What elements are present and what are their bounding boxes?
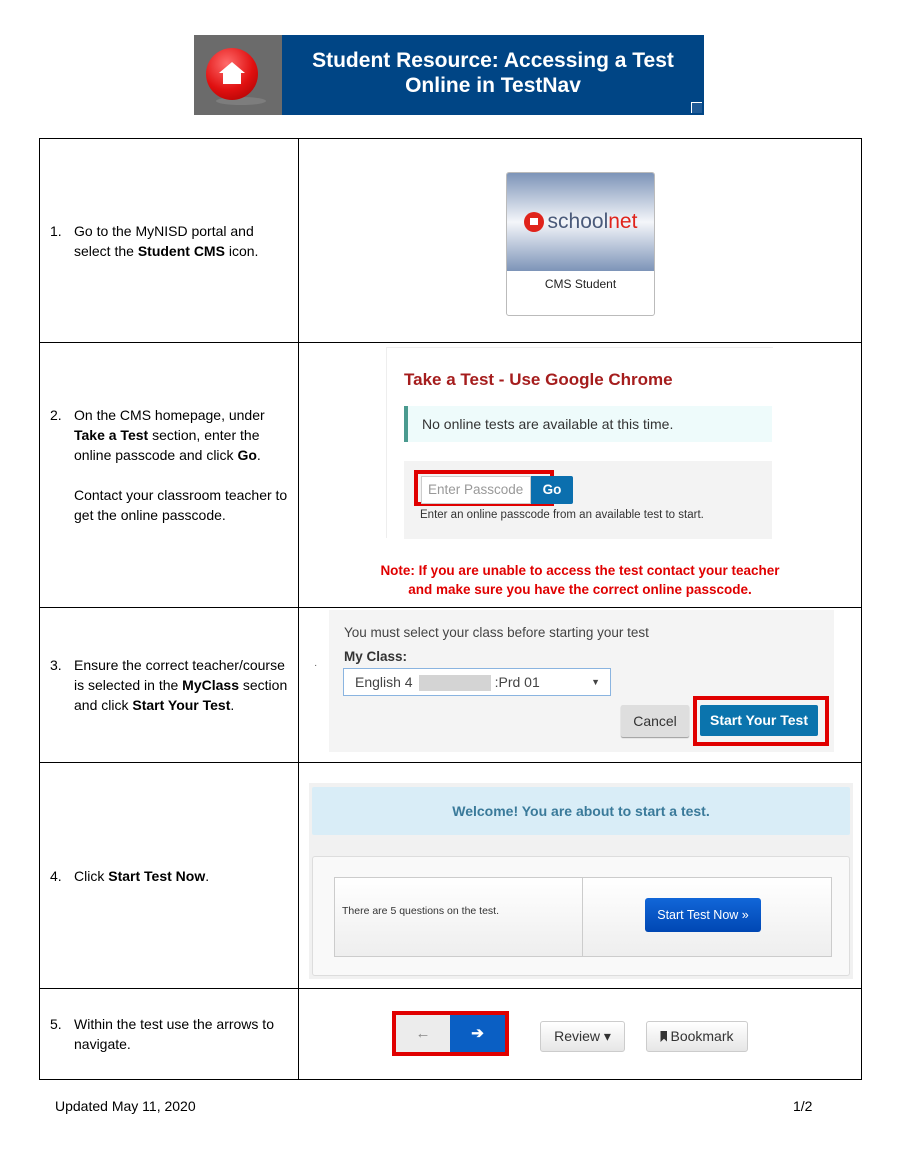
- bookmark-button[interactable]: [646, 1021, 748, 1052]
- take-a-test-panel: [386, 347, 773, 538]
- my-class-panel: [329, 610, 834, 752]
- step-1-screenshot: [299, 139, 862, 343]
- arrow-right-icon[interactable]: ➔: [450, 1015, 505, 1052]
- start-your-test-button[interactable]: Start Your Test: [700, 705, 818, 736]
- step-text-bold: MyClass: [182, 677, 239, 693]
- welcome-banner: Welcome! You are about to start a test.: [312, 787, 850, 835]
- schoolnet-logo: [507, 173, 654, 271]
- step-5-instructions: [40, 989, 299, 1080]
- passcode-hint: Enter an online passcode from an available test to start.: [420, 509, 704, 521]
- step-number: 5.: [50, 1016, 62, 1032]
- select-value-end: :Prd 01: [494, 674, 540, 690]
- step-number: 1.: [50, 222, 62, 239]
- step-text: Within the test use the arrows to navigate.: [74, 1016, 274, 1052]
- footer-updated: Updated May 11, 2020: [55, 1098, 196, 1114]
- passcode-area: [404, 461, 772, 539]
- step-1-instructions: [40, 139, 299, 343]
- question-count: There are 5 questions on the test.: [335, 878, 583, 956]
- home-icon: [206, 48, 258, 100]
- step-text-bold: Start Your Test: [132, 697, 231, 713]
- note-line-1: Note: If you are unable to access the test contact your teacher: [380, 563, 780, 578]
- no-tests-alert: No online tests are available at this time.: [404, 406, 772, 442]
- take-a-test-title: Take a Test - Use Google Chrome: [404, 370, 673, 389]
- logo-text-school: school: [547, 210, 609, 233]
- step-text: On the CMS homepage, under: [74, 407, 265, 423]
- step-text-bold: Go: [237, 447, 257, 463]
- start-test-now-button[interactable]: Start Test Now »: [645, 898, 761, 932]
- step-5-screenshot: [299, 989, 862, 1080]
- steps-table: [39, 138, 862, 1080]
- banner-title-line1: Student Resource: Accessing a Test: [312, 49, 674, 72]
- review-button[interactable]: Review ▾: [540, 1021, 625, 1052]
- highlight-box: [414, 470, 562, 506]
- my-class-select[interactable]: [343, 668, 611, 696]
- footer-page-number: 1/2: [793, 1098, 813, 1114]
- step-text-bold: Start Test Now: [108, 867, 206, 884]
- select-class-message: You must select your class before starting your test: [344, 625, 649, 640]
- cms-student-tile[interactable]: [506, 172, 655, 316]
- welcome-panel: [309, 783, 853, 979]
- step-3-screenshot: [299, 608, 862, 763]
- step-row-3: [40, 608, 862, 763]
- go-button[interactable]: Go: [531, 476, 573, 504]
- step-number: 3.: [50, 657, 62, 673]
- step-text: section, enter the online passcode and click: [74, 427, 260, 463]
- step-row-1: [40, 139, 862, 343]
- chevron-down-icon: ▼: [591, 677, 600, 687]
- schoolnet-logo-icon: [524, 212, 544, 232]
- page-curl-icon: [691, 102, 702, 113]
- step-2-instructions: [40, 343, 299, 608]
- arrow-left-icon[interactable]: ←: [396, 1015, 450, 1052]
- step-text: Ensure the correct teacher/course is selected in the: [74, 657, 285, 693]
- banner-title: [282, 35, 704, 115]
- test-info-card: [312, 856, 850, 976]
- step-number: 4.: [50, 867, 62, 884]
- note-text: [299, 561, 861, 599]
- step-2-screenshot: [299, 343, 862, 608]
- cancel-button[interactable]: Cancel: [621, 705, 689, 737]
- step-text: icon.: [224, 242, 259, 259]
- highlight-box: [693, 696, 829, 746]
- title-banner: [194, 35, 704, 115]
- banner-title-line2: Online in TestNav: [405, 74, 581, 97]
- step-4-screenshot: [299, 763, 862, 989]
- step-text-extra: Contact your classroom teacher to get the online passcode.: [74, 487, 288, 523]
- step-number: 2.: [50, 407, 62, 423]
- step-text: .: [230, 697, 235, 713]
- stray-dot: ·: [314, 660, 318, 671]
- bookmark-icon: [660, 1031, 667, 1042]
- redacted-teacher: [419, 675, 491, 691]
- step-4-instructions: [40, 763, 299, 989]
- passcode-input[interactable]: Enter Passcode: [421, 476, 531, 504]
- tile-label: CMS Student: [544, 277, 617, 291]
- step-row-2: [40, 343, 862, 608]
- my-class-label: My Class:: [344, 649, 408, 664]
- bookmark-label: Bookmark: [670, 1028, 734, 1044]
- logo-text-net: net: [608, 210, 638, 233]
- step-text-bold: Student CMS: [137, 242, 225, 259]
- step-text: Go to the MyNISD portal and select the: [74, 222, 254, 259]
- highlight-box: [392, 1011, 509, 1056]
- step-row-4: [40, 763, 862, 989]
- step-text: section and click: [74, 677, 288, 713]
- note-line-2: and make sure you have the correct online passcode.: [408, 582, 752, 597]
- select-value-start: English 4: [355, 674, 413, 690]
- step-text: .: [256, 447, 261, 463]
- start-cell: [583, 878, 831, 956]
- test-info-table: [334, 877, 832, 957]
- step-row-5: [40, 989, 862, 1080]
- step-text-bold: Take a Test: [74, 427, 149, 443]
- step-text: Click: [74, 867, 109, 884]
- step-text: .: [205, 867, 210, 884]
- banner-icon-area: [194, 35, 282, 115]
- step-3-instructions: [40, 608, 299, 763]
